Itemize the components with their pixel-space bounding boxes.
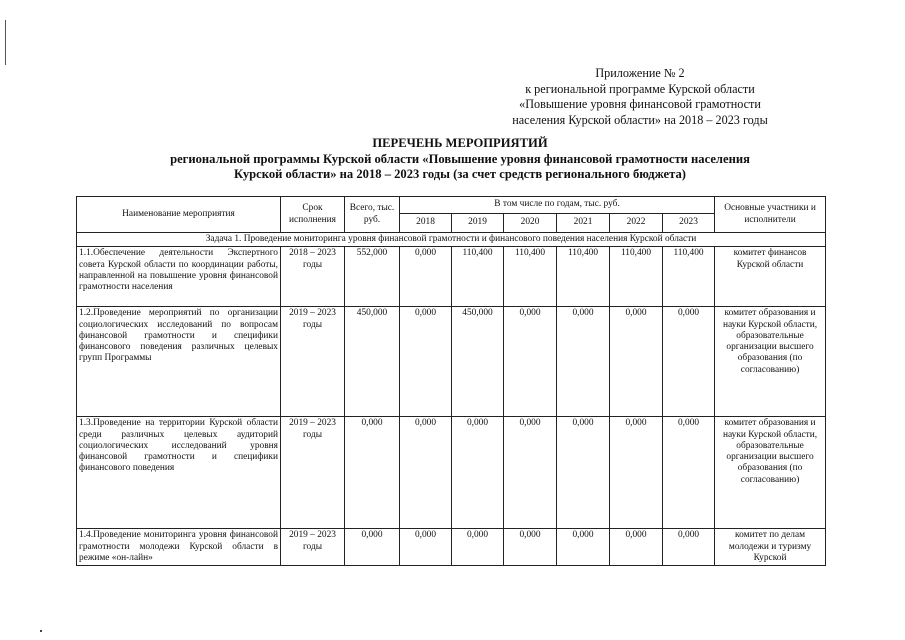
measure-term: 2019 – 2023 годы [281, 307, 345, 417]
header-participants: Основные участники и исполнители [715, 197, 826, 233]
measure-term: 2018 – 2023 годы [281, 247, 345, 307]
measures-table [76, 196, 826, 566]
measure-year-value: 0,000 [610, 417, 663, 529]
header-year: 2022 [610, 214, 663, 233]
measure-participants: комитет образования и науки Курской области, образовательные организации высшего образования (по согласованию) [715, 417, 826, 529]
measure-year-value: 0,000 [504, 417, 557, 529]
table-row [77, 307, 826, 417]
header-year: 2020 [504, 214, 557, 233]
heading-title: ПЕРЕЧЕНЬ МЕРОПРИЯТИЙ [372, 136, 548, 150]
measure-name: 1.4.Проведение мониторинга уровня финансовой грамотности молодежи Курской области в режиме «он-лайн» [77, 529, 281, 566]
heading-line-3: Курской области» на 2018 – 2023 годы (за счет средств регионального бюджета) [234, 167, 686, 182]
measure-year-value: 0,000 [610, 529, 663, 566]
measure-name: 1.1.Обеспечение деятельности Экспертного совета Курской области по координации работы, направленной на повышение уровня финансовой грамотности населения [77, 247, 281, 307]
measure-year-value: 0,000 [452, 529, 504, 566]
measure-year-value: 0,000 [400, 529, 452, 566]
measure-year-value: 0,000 [557, 307, 610, 417]
measure-participants: комитет образования и науки Курской области, образовательные организации высшего образования (по согласованию) [715, 307, 826, 417]
measure-total: 552,000 [345, 247, 400, 307]
measure-name: 1.3.Проведение на территории Курской области среди различных целевых аудиторий социологических исследований уровня финансовой грамотности и специфики финансового поведения [77, 417, 281, 529]
measure-year-value: 0,000 [504, 307, 557, 417]
header-row [77, 197, 826, 214]
scan-speck [40, 630, 42, 632]
measure-year-value: 0,000 [504, 529, 557, 566]
measure-year-value: 0,000 [663, 529, 715, 566]
measure-term: 2019 – 2023 годы [281, 529, 345, 566]
measure-term: 2019 – 2023 годы [281, 417, 345, 529]
table-row [77, 529, 826, 566]
measure-participants: комитет финансов Курской области [715, 247, 826, 307]
measure-year-value: 0,000 [400, 417, 452, 529]
scan-edge-mark [5, 20, 6, 65]
measure-year-value: 0,000 [557, 529, 610, 566]
measure-year-value: 0,000 [663, 307, 715, 417]
measure-year-value: 110,400 [557, 247, 610, 307]
measure-year-value: 0,000 [610, 307, 663, 417]
measure-year-value: 110,400 [504, 247, 557, 307]
table-row [77, 247, 826, 307]
appendix-line-2: к региональной программе Курской области [525, 81, 755, 96]
table-row [77, 417, 826, 529]
measure-year-value: 450,000 [452, 307, 504, 417]
measure-year-value: 0,000 [400, 247, 452, 307]
header-year: 2021 [557, 214, 610, 233]
header-year: 2023 [663, 214, 715, 233]
task-title: Задача 1. Проведение мониторинга уровня финансовой грамотности и финансового поведения населения Курской области [77, 233, 826, 247]
header-name: Наименование мероприятия [77, 197, 281, 233]
appendix-block [470, 66, 810, 128]
task-row [77, 233, 826, 247]
measure-year-value: 110,400 [610, 247, 663, 307]
header-term: Срок исполнения [281, 197, 345, 233]
appendix-line-3: «Повышение уровня финансовой грамотности [519, 97, 761, 111]
header-total: Всего, тыс. руб. [345, 197, 400, 233]
measure-name: 1.2.Проведение мероприятий по организации социологических исследований по вопросам финансовой грамотности и специфики финансового поведения различных целевых групп Программы [77, 307, 281, 417]
measure-total: 0,000 [345, 417, 400, 529]
appendix-line-1: Приложение № 2 [595, 66, 685, 80]
measure-year-value: 0,000 [400, 307, 452, 417]
measure-year-value: 110,400 [452, 247, 504, 307]
measure-year-value: 0,000 [557, 417, 610, 529]
header-year: 2018 [400, 214, 452, 233]
document-heading [90, 136, 830, 183]
measure-total: 450,000 [345, 307, 400, 417]
measure-year-value: 110,400 [663, 247, 715, 307]
header-by-year: В том числе по годам, тыс. руб. [400, 197, 715, 214]
measure-year-value: 0,000 [663, 417, 715, 529]
header-year: 2019 [452, 214, 504, 233]
heading-line-2: региональной программы Курской области «Повышение уровня финансовой грамотности населения [170, 151, 750, 166]
measure-year-value: 0,000 [452, 417, 504, 529]
measure-participants: комитет по делам молодежи и туризму Курской [715, 529, 826, 566]
appendix-line-4: населения Курской области» на 2018 – 2023 годы [512, 112, 768, 127]
measure-total: 0,000 [345, 529, 400, 566]
